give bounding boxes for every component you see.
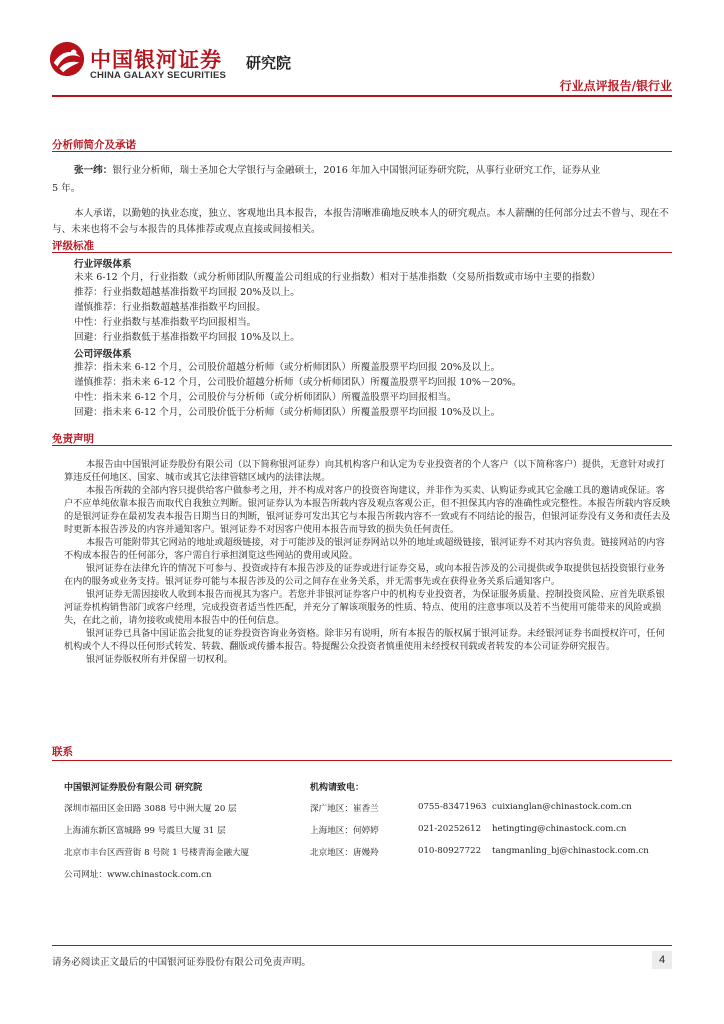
company-website: 公司网址：www.chinastock.com.cn [64, 870, 212, 880]
brand-name-en: CHINA GALAXY SECURITIES [90, 70, 227, 81]
page-number: 4 [652, 951, 672, 969]
disclaimer-paragraph: 银河证券版权所有并保留一切权利。 [86, 654, 233, 665]
company-rating-line: 中性：指未来 6-12 个月，公司股价与分析师（或分析师团队）所覆盖股票平均回报相当。 [74, 392, 457, 403]
section-divider [52, 445, 672, 446]
sales-phone: 0755-83471963 [418, 802, 487, 812]
contact-address: 深圳市福田区金田路 3088 号中洲大厦 20 层 [64, 804, 237, 814]
footer-divider [52, 945, 672, 946]
industry-rating-line: 回避：行业指数低于基准指数平均回报 10%及以上。 [74, 332, 300, 343]
industry-rating-line: 推荐：行业指数超越基准指数平均回报 20%及以上。 [74, 287, 300, 298]
sales-contact-row: 北京地区：唐嫚羚 [310, 848, 379, 858]
sales-email[interactable]: hetingting@chinastock.com.cn [492, 824, 627, 834]
footer-disclaimer-note: 请务必阅读正文最后的中国银河证券股份有限公司免责声明。 [52, 957, 312, 968]
industry-rating-title: 行业评级体系 [74, 259, 132, 270]
disclaimer-paragraph: 本报告所载的全部内容只提供给客户做参考之用，并不构成对客户的投资咨询建议，并非作为买卖、认购证券或其它金融工具的邀请或保证。客户不应单纯依靠本报告而取代自我独立判断。银河证券认为本报告所载内容及观点客观公正，但不担保其内容的准确性或完整性。本报告所载内容反映的是银河证券在最初发表本报告日期当日的判断，银河证券可发出其它与本报告所载内容不一致或有不同结论的报告，但银河证券没有义务和责任去及时更新本报告涉及的内容并通知客户。银河证券不对因客户使用本报告而导致的损失负任何责任。 [64, 485, 671, 535]
analyst-commitment: 本人承诺，以勤勉的执业态度，独立、客观地出具本报告，本报告清晰准确地反映本人的研究观点。本人薪酬的任何部分过去不曾与、现在不与、未来也将不会与本报告的具体推荐或观点直接或间接相关。 [52, 208, 669, 235]
industry-rating-line: 未来 6-12 个月，行业指数（或分析师团队所覆盖公司组成的行业指数）相对于基准指数（交易所指数或市场中主要的指数） [74, 272, 601, 283]
contact-address: 北京市丰台区西营街 8 号院 1 号楼青海金融大厦 [64, 848, 250, 858]
company-rating-line: 回避：指未来 6-12 个月，公司股价低于分析师（或分析师团队）所覆盖股票平均回报 10%及以上。 [74, 407, 501, 418]
company-rating-title: 公司评级体系 [74, 349, 132, 360]
section-title-analyst: 分析师简介及承诺 [52, 139, 136, 151]
company-rating-line: 谨慎推荐：指未来 6-12 个月，公司股价超越分析师（或分析师团队）所覆盖股票平均回报 10%－20%。 [74, 377, 522, 388]
analyst-name: 张一纬： [74, 165, 113, 176]
contact-block [52, 770, 672, 890]
sales-contact-row: 上海地区：何婷婷 [310, 826, 379, 836]
contact-company: 中国银河证券股份有限公司 研究院 [64, 783, 203, 793]
disclaimer-paragraph: 银河证券已具备中国证监会批复的证券投资咨询业务资格。除非另有说明，所有本报告的版权属于银河证券。未经银河证券书面授权许可，任何机构或个人不得以任何形式转发、转载、翻版或传播本报告。特提醒公众投资者慎重使用未经授权刊载或者转发的本公司证券研究报告。 [64, 628, 665, 652]
section-divider [52, 760, 672, 761]
sales-email[interactable]: cuixianglan@chinastock.com.cn [492, 802, 632, 812]
industry-rating-line: 谨慎推荐：行业指数超越基准指数平均回报。 [74, 302, 266, 313]
galaxy-logo-icon [48, 40, 86, 78]
industry-rating-line: 中性：行业指数与基准指数平均回报相当。 [74, 317, 257, 328]
sales-phone: 010-80927722 [418, 846, 482, 856]
page-header [0, 0, 724, 100]
analyst-bio-line2: 5 年。 [52, 183, 81, 194]
sales-email[interactable]: tangmanling_bj@chinastock.com.cn [492, 846, 649, 856]
section-divider [52, 151, 672, 152]
section-title-rating: 评级标准 [52, 240, 94, 252]
disclaimer-paragraph: 本报告可能附带其它网站的地址或超级链接，对于可能涉及的银河证券网站以外的地址或超级链接，银河证券不对其内容负责。链接网站的内容不构成本报告的任何部分，客户需自行承担浏览这些网站的费用或风险。 [64, 537, 665, 561]
section-title-contact: 联系 [52, 746, 73, 758]
disclaimer-paragraph: 银河证券在法律允许的情况下可参与、投资或持有本报告涉及的证券或进行证券交易，或向本报告涉及的公司提供或争取提供包括投资银行业务在内的服务或业务支持。银河证券可能与本报告涉及的公司之间存在业务关系，并无需事先或在获得业务关系后通知客户。 [64, 563, 665, 587]
sales-contact-row: 深广地区：崔香兰 [310, 804, 379, 814]
sales-phone: 021-20252612 [418, 824, 482, 834]
sales-title: 机构请致电： [310, 783, 365, 793]
company-rating-line: 推荐：指未来 6-12 个月，公司股价超越分析师（或分析师团队）所覆盖股票平均回报 20%及以上。 [74, 362, 501, 373]
disclaimer-paragraph: 银河证券无需因接收人收到本报告而视其为客户。若您并非银河证券客户中的机构专业投资者，为保证服务质量、控制投资风险、应首先联系银河证券机构销售部门或客户经理，完成投资者适当性匹配，并充分了解该项服务的性质、特点、使用的注意事项以及若不当使用可能带来的风险或损失，在此之前，请勿接收或使用本报告中的任何信息。 [64, 589, 665, 626]
brand-name-cn: 中国银河证券 [90, 48, 222, 72]
institute-label: 研究院 [246, 54, 292, 72]
disclaimer-paragraph: 本报告由中国银河证券股份有限公司（以下简称银河证券）向其机构客户和认定为专业投资者的个人客户（以下简称客户）提供，无意针对或打算违反任何地区、国家、城市或其它法律管辖区域内的法律法规。 [64, 459, 665, 483]
report-type: 行业点评报告/银行业 [559, 79, 672, 93]
analyst-bio-line1: 张一纬：银行业分析师，瑞士圣加仑大学银行与金融硕士，2016 年加入中国银河证券研究院，从事行业研究工作，证券从业 [74, 165, 601, 176]
section-divider [52, 252, 672, 253]
contact-address: 上海浦东新区富城路 99 号震旦大厦 31 层 [64, 826, 226, 836]
header-divider [52, 95, 672, 97]
section-title-disclaimer: 免责声明 [52, 433, 94, 445]
disclaimer-body [64, 458, 672, 666]
